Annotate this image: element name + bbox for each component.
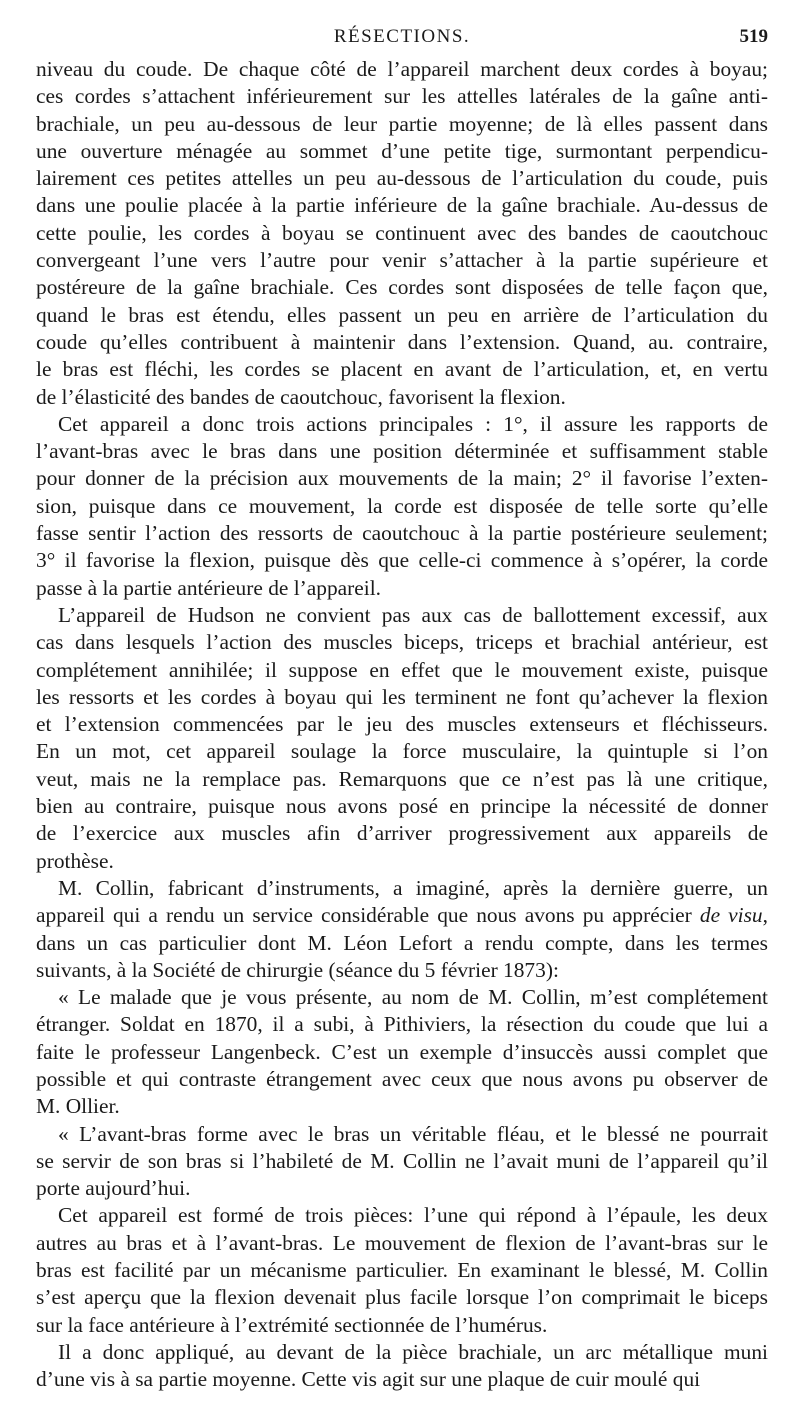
paragraph bbox=[36, 56, 768, 411]
page-number: 519 bbox=[739, 26, 768, 47]
text-line: prothèse. bbox=[36, 848, 114, 873]
text-line: ces cordes s’attachent inférieurement sur les attelles latérales de la gaîne anti- bbox=[36, 84, 768, 109]
text-line: En un mot, cet appareil soulage la force musculaire, la quintuple si l’on bbox=[36, 739, 768, 764]
text-line: postéreure de la gaîne brachiale. Ces cordes sont disposées de telle façon que, bbox=[36, 275, 768, 300]
page-header bbox=[36, 26, 768, 56]
text-line: étranger. Soldat en 1870, il a subi, à Pithiviers, la résection du coude que lui a bbox=[36, 1012, 768, 1037]
body-text bbox=[36, 56, 768, 1394]
text-line: porte aujourd’hui. bbox=[36, 1176, 191, 1201]
text-line: passe à la partie antérieure de l’appareil. bbox=[36, 575, 382, 600]
text-line: faite le professeur Langenbeck. C’est un exemple d’insuccès aussi complet que bbox=[36, 1039, 768, 1064]
text-line: dans un cas particulier dont M. Léon Lefort a rendu compte, dans les termes bbox=[36, 930, 768, 955]
paragraph bbox=[36, 984, 768, 1120]
text-line: appareil qui a rendu un service considérable que nous avons pu apprécier de visu, bbox=[36, 903, 768, 928]
text-line: cette poulie, les cordes à boyau se continuent avec des bandes de caoutchouc bbox=[36, 220, 768, 245]
text-line: sion, puisque dans ce mouvement, la corde est disposée de telle sorte qu’elle bbox=[36, 493, 768, 518]
paragraph bbox=[36, 1121, 768, 1203]
text-line: de l’exercice aux muscles afin d’arriver progressivement aux appareils de bbox=[36, 821, 768, 846]
text-line: « L’avant-bras forme avec le bras un véritable fléau, et le blessé ne pourrait bbox=[58, 1121, 768, 1146]
text-line: complétement annihilée; il suppose en effet que le mouvement existe, puisque bbox=[36, 657, 768, 682]
paragraph bbox=[36, 1202, 768, 1338]
text-line: autres au bras et à l’avant-bras. Le mouvement de flexion de l’avant-bras sur le bbox=[36, 1230, 768, 1255]
text-line: une ouverture ménagée au sommet d’une petite tige, surmontant perpendicu- bbox=[36, 138, 768, 163]
paragraph bbox=[36, 411, 768, 602]
text-line: Il a donc appliqué, au devant de la pièce brachiale, un arc métallique muni bbox=[58, 1339, 768, 1364]
text-line: bras est facilité par un mécanisme particulier. En examinant le blessé, M. Collin bbox=[36, 1258, 768, 1283]
text-line: convergeant l’une vers l’autre pour venir s’attacher à la partie supérieure et bbox=[36, 248, 768, 273]
text-line: brachiale, un peu au-dessous de leur partie moyenne; de là elles passent dans bbox=[36, 111, 768, 136]
text-line: L’appareil de Hudson ne convient pas aux cas de ballottement excessif, aux bbox=[58, 602, 768, 627]
text-line: quand le bras est étendu, elles passent un peu en arrière de l’articulation du bbox=[36, 302, 768, 327]
text-line: d’une vis à sa partie moyenne. Cette vis agit sur une plaque de cuir moulé qui bbox=[36, 1367, 701, 1392]
text-line: « Le malade que je vous présente, au nom de M. Collin, m’est complétement bbox=[58, 985, 768, 1010]
text-line: pour donner de la précision aux mouvements de la main; 2° il favorise l’exten- bbox=[36, 466, 768, 491]
text-line: veut, mais ne la remplace pas. Remarquons que ce n’est pas là une critique, bbox=[36, 766, 768, 791]
text-line: M. Ollier. bbox=[36, 1094, 120, 1119]
text-line: possible et qui contraste étrangement avec ceux que nous avons pu observer de bbox=[36, 1066, 768, 1091]
text-line: fasse sentir l’action des ressorts de caoutchouc à la partie postérieure seulement; bbox=[36, 521, 768, 546]
text-line: 3° il favorise la flexion, puisque dès que celle-ci commence à s’opérer, la corde bbox=[36, 548, 768, 573]
text-line: cas dans lesquels l’action des muscles biceps, triceps et brachial antérieur, est bbox=[36, 630, 768, 655]
running-head: RÉSECTIONS. bbox=[333, 26, 471, 47]
text-line: l’avant-bras avec le bras dans une position déterminée et suffisamment stable bbox=[36, 439, 768, 464]
italic-phrase: de visu bbox=[699, 903, 763, 928]
text-line: Cet appareil a donc trois actions principales : 1°, il assure les rapports de bbox=[58, 411, 768, 436]
text-line: le bras est fléchi, les cordes se placent en avant de l’articulation, et, en vertu bbox=[36, 357, 768, 382]
paragraph bbox=[36, 1339, 768, 1394]
text-line: et l’extension commencées par le jeu des muscles extenseurs et fléchisseurs. bbox=[36, 712, 768, 737]
text-line: dans une poulie placée à la partie inférieure de la gaîne brachiale. Au-dessus de bbox=[36, 193, 768, 218]
text-line: suivants, à la Société de chirurgie (séance du 5 février 1873): bbox=[36, 957, 559, 982]
text-line: coude qu’elles contribuent à maintenir dans l’extension. Quand, au. contraire, bbox=[36, 329, 768, 354]
paragraph bbox=[36, 875, 768, 984]
text-line: Cet appareil est formé de trois pièces: l’une qui répond à l’épaule, les deux bbox=[58, 1203, 768, 1228]
text-line: lairement ces petites attelles un peu au-dessous de l’articulation du coude, puis bbox=[36, 166, 768, 191]
text-line: M. Collin, fabricant d’instruments, a imaginé, après la dernière guerre, un bbox=[58, 875, 768, 900]
text-line: de l’élasticité des bandes de caoutchouc, favorisent la flexion. bbox=[36, 384, 566, 409]
book-page bbox=[36, 26, 768, 1394]
text-line: niveau du coude. De chaque côté de l’appareil marchent deux cordes à boyau; bbox=[36, 57, 768, 81]
text-line: sur la face antérieure à l’extrémité sectionnée de l’humérus. bbox=[36, 1312, 548, 1337]
text-line: les ressorts et les cordes à boyau qui les terminent ne font qu’achever la flexion bbox=[36, 684, 768, 709]
paragraph bbox=[36, 602, 768, 875]
text-line: bien au contraire, puisque nous avons posé en principe la nécessité de donner bbox=[36, 794, 768, 819]
text-line: se servir de son bras si l’habileté de M. Collin ne l’avait muni de l’appareil qu’il bbox=[36, 1148, 768, 1173]
text-line: s’est aperçu que la flexion devenait plus facile lorsque l’on comprimait le biceps bbox=[36, 1285, 768, 1310]
